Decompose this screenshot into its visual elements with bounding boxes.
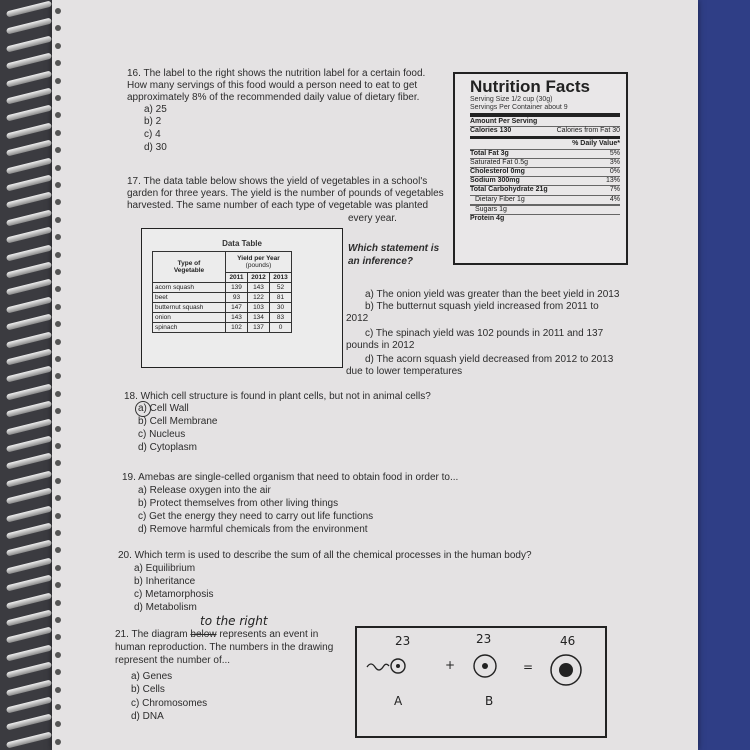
q21-line-3: represent the number of... bbox=[115, 655, 231, 666]
table-row bbox=[153, 303, 292, 313]
vegetable-yield-table bbox=[152, 251, 292, 333]
spiral-coil bbox=[6, 35, 52, 52]
q21-line-1-prefix: 21. The diagram bbox=[115, 629, 191, 640]
spiral-coil bbox=[6, 610, 52, 627]
q17-option-a: a) The onion yield was greater than the beet yield in 2013 bbox=[365, 289, 620, 300]
q17-question-line-1: Which statement is bbox=[348, 243, 440, 254]
spiral-coil bbox=[6, 1, 52, 18]
spiral-coil bbox=[6, 209, 52, 226]
yield-cell: 143 bbox=[248, 283, 270, 293]
yield-cell: 147 bbox=[226, 303, 248, 313]
q17-option-d-cont: due to lower temperatures bbox=[346, 366, 463, 377]
reproduction-diagram bbox=[355, 626, 607, 738]
spiral-coil bbox=[6, 262, 52, 279]
vegetable-name-cell: beet bbox=[153, 293, 226, 303]
spiral-coil bbox=[6, 88, 52, 105]
binding-hole bbox=[55, 478, 61, 484]
spiral-coil bbox=[6, 349, 52, 366]
yield-cell: 134 bbox=[248, 313, 270, 323]
spiral-coil bbox=[6, 644, 52, 661]
nutrient-label: Total Fat 3g bbox=[470, 149, 509, 157]
q17-line-2: garden for three years. The yield is the number of pounds of vegetables bbox=[127, 188, 444, 199]
spiral-coil bbox=[6, 18, 52, 35]
spiral-coil bbox=[6, 505, 52, 522]
spiral-coil bbox=[6, 314, 52, 331]
table-row bbox=[153, 323, 292, 333]
q21-option-a: a) Genes bbox=[131, 671, 173, 682]
col-header-vegetable bbox=[153, 252, 226, 283]
spiral-coil bbox=[6, 244, 52, 261]
data-table-box bbox=[141, 228, 343, 368]
spiral-coil bbox=[6, 679, 52, 696]
nutrient-label: Cholesterol 0mg bbox=[470, 168, 525, 176]
q19-option-d: d) Remove harmful chemicals from the environment bbox=[138, 524, 368, 535]
vegetable-name-cell: acorn squash bbox=[153, 283, 226, 293]
binding-hole bbox=[55, 165, 61, 171]
year-header-2012: 2012 bbox=[248, 273, 270, 283]
yield-cell: 139 bbox=[226, 283, 248, 293]
spiral-coil bbox=[6, 436, 52, 453]
binding-hole bbox=[55, 269, 61, 275]
binding-hole bbox=[55, 513, 61, 519]
binding-hole bbox=[55, 617, 61, 623]
q17-continuation: every year. bbox=[348, 213, 397, 224]
binding-hole bbox=[55, 739, 61, 745]
nutrition-facts-label bbox=[453, 72, 628, 265]
yield-cell: 52 bbox=[270, 283, 292, 293]
thick-divider bbox=[470, 113, 620, 117]
spiral-binding bbox=[0, 0, 60, 750]
amount-per-serving bbox=[470, 118, 620, 126]
spiral-coil bbox=[6, 70, 52, 87]
q16-line-3: approximately 8% of the recommended daily value of dietary fiber. bbox=[127, 92, 420, 103]
binding-hole bbox=[55, 565, 61, 571]
nutrient-daily-value: 13% bbox=[605, 177, 620, 185]
nutrient-label: Sugars 1g bbox=[475, 205, 507, 213]
q18-option-c: c) Nucleus bbox=[138, 429, 186, 440]
spiral-coil bbox=[6, 53, 52, 70]
nutrient-daily-value: 5% bbox=[609, 149, 620, 157]
q16-line-1: 16. The label to the right shows the nutrition label for a certain food. bbox=[127, 68, 426, 79]
q21-option-b: b) Cells bbox=[131, 684, 165, 695]
nutrient-label: Saturated Fat 0.5g bbox=[470, 158, 528, 166]
q16-line-2: How many servings of this food would a person need to eat to get bbox=[127, 80, 418, 91]
q17-question-line-2: an inference? bbox=[348, 256, 414, 267]
binding-hole bbox=[55, 304, 61, 310]
spiral-coil bbox=[6, 627, 52, 644]
binding-hole bbox=[55, 78, 61, 84]
q20-question: 20. Which term is used to describe the sum of all the chemical processes in the human body? bbox=[118, 550, 532, 561]
binding-hole bbox=[55, 339, 61, 345]
vegetable-name-cell: butternut squash bbox=[153, 303, 226, 313]
egg-nucleus bbox=[482, 663, 488, 669]
spiral-coil bbox=[6, 192, 52, 209]
q17-option-b: b) The butternut squash yield increased from 2011 to bbox=[365, 301, 599, 312]
yield-cell: 103 bbox=[248, 303, 270, 313]
spiral-coil bbox=[6, 540, 52, 557]
table-row bbox=[153, 283, 292, 293]
spiral-coil bbox=[6, 488, 52, 505]
q20-option-a: a) Equilibrium bbox=[134, 563, 196, 574]
col-header-yield-line-1: Yield per Year bbox=[237, 255, 280, 262]
binding-hole bbox=[55, 182, 61, 188]
spiral-coil bbox=[6, 453, 52, 470]
yield-cell: 0 bbox=[270, 323, 292, 333]
binding-hole bbox=[55, 443, 61, 449]
table-row bbox=[153, 293, 292, 303]
binding-hole bbox=[55, 356, 61, 362]
nutrient-daily-value: 0% bbox=[609, 168, 620, 176]
nutrient-label: Dietary Fiber 1g bbox=[475, 195, 525, 203]
binding-hole bbox=[55, 426, 61, 432]
yield-cell: 83 bbox=[270, 313, 292, 323]
q21-option-d: d) DNA bbox=[131, 711, 164, 722]
q19-question: 19. Amebas are single-celled organism that need to obtain food in order to... bbox=[122, 472, 459, 483]
calories-text: Calories 130 bbox=[470, 127, 512, 135]
q18-question: 18. Which cell structure is found in plant cells, but not in animal cells? bbox=[124, 391, 431, 402]
yield-cell: 81 bbox=[270, 293, 292, 303]
binding-hole bbox=[55, 130, 61, 136]
servings-per-container: Servings Per Container about 9 bbox=[470, 104, 568, 111]
q17-option-c: c) The spinach yield was 102 pounds in 2011 and 137 bbox=[365, 328, 604, 339]
binding-hole bbox=[55, 8, 61, 14]
q16-option-a: a) 25 bbox=[144, 104, 167, 115]
col-header-vegetable-line-1: Type of bbox=[177, 260, 201, 267]
yield-cell: 122 bbox=[248, 293, 270, 303]
spiral-coil bbox=[6, 418, 52, 435]
q16-option-c: c) 4 bbox=[144, 129, 161, 140]
spiral-coil bbox=[6, 662, 52, 679]
calories-row bbox=[470, 126, 620, 135]
nutrient-daily-value: 7% bbox=[609, 186, 620, 194]
spiral-coil bbox=[6, 383, 52, 400]
data-table-title: Data Table bbox=[222, 239, 262, 248]
binding-hole bbox=[55, 217, 61, 223]
q17-option-c-cont: pounds in 2012 bbox=[346, 340, 415, 351]
q20-option-c: c) Metamorphosis bbox=[134, 589, 214, 600]
calories-from-fat-text: Calories from Fat 30 bbox=[556, 127, 620, 135]
q21-line-2: human reproduction. The numbers in the drawing bbox=[115, 642, 334, 653]
nutrient-daily-value: 3% bbox=[609, 158, 620, 166]
col-header-vegetable-line-2: Vegetable bbox=[173, 267, 205, 274]
medium-divider bbox=[470, 136, 620, 139]
q16-option-d: d) 30 bbox=[144, 142, 167, 153]
nutrition-row bbox=[470, 205, 620, 214]
diagram-label-a: A bbox=[394, 694, 403, 708]
zygote-nucleus bbox=[559, 663, 573, 677]
q19-option-a: a) Release oxygen into the air bbox=[138, 485, 271, 496]
plus-sign: + bbox=[445, 658, 456, 672]
binding-hole bbox=[55, 391, 61, 397]
q18-option-d: d) Cytoplasm bbox=[138, 442, 197, 453]
q21-handwritten-insert: to the right bbox=[200, 614, 268, 628]
col-header-yield-line-2: (pounds) bbox=[245, 262, 272, 269]
binding-hole bbox=[55, 600, 61, 606]
q19-option-b: b) Protect themselves from other living things bbox=[138, 498, 339, 509]
spiral-coil bbox=[6, 575, 52, 592]
yield-cell: 93 bbox=[226, 293, 248, 303]
yield-cell: 102 bbox=[226, 323, 248, 333]
yield-cell: 30 bbox=[270, 303, 292, 313]
q17-option-d: d) The acorn squash yield decreased from 2012 to 2013 bbox=[365, 354, 614, 365]
spiral-coil bbox=[6, 331, 52, 348]
sperm-nucleus bbox=[396, 664, 400, 668]
q18-option-b: b) Cell Membrane bbox=[138, 416, 218, 427]
spiral-coil bbox=[6, 592, 52, 609]
spiral-coil bbox=[6, 731, 52, 748]
nutrition-facts-title: Nutrition Facts bbox=[470, 77, 590, 96]
q20-option-b: b) Inheritance bbox=[134, 576, 196, 587]
binding-hole bbox=[55, 704, 61, 710]
q19-option-c: c) Get the energy they need to carry out life functions bbox=[138, 511, 374, 522]
year-header-2013: 2013 bbox=[270, 273, 292, 283]
nutrient-daily-value: 4% bbox=[609, 195, 620, 203]
nutrition-row bbox=[470, 158, 620, 167]
nutrition-row bbox=[470, 176, 620, 185]
spiral-coil bbox=[6, 296, 52, 313]
table-row bbox=[153, 313, 292, 323]
sperm-tail bbox=[367, 664, 389, 670]
q17-option-b-cont: 2012 bbox=[346, 313, 369, 324]
q21-line-1 bbox=[115, 629, 318, 642]
col-header-yield bbox=[226, 252, 292, 273]
binding-hole bbox=[55, 652, 61, 658]
binding-hole bbox=[55, 530, 61, 536]
spiral-coil bbox=[6, 175, 52, 192]
binding-hole bbox=[55, 252, 61, 258]
q17-line-1: 17. The data table below shows the yield of vegetables in a school's bbox=[127, 176, 428, 187]
spiral-coil bbox=[6, 157, 52, 174]
binding-hole bbox=[55, 95, 61, 101]
nutrient-label: Total Carbohydrate 21g bbox=[470, 186, 548, 194]
diagram-number-b: 23 bbox=[476, 632, 492, 646]
nutrient-label: Protein 4g bbox=[470, 215, 505, 223]
q21-line-1-suffix: represents an event in bbox=[216, 629, 319, 640]
spiral-coil bbox=[6, 227, 52, 244]
q18-answer-circle bbox=[135, 401, 151, 417]
diagram-drawing bbox=[357, 628, 605, 736]
diagram-number-c: 46 bbox=[560, 634, 576, 648]
equals-sign: = bbox=[523, 660, 534, 674]
q17-line-3: harvested. The same number of each type of vegetable was planted bbox=[127, 200, 429, 211]
spiral-coil bbox=[6, 557, 52, 574]
nutrition-row bbox=[470, 167, 620, 176]
q21-option-c: c) Chromosomes bbox=[131, 698, 208, 709]
vegetable-name-cell: onion bbox=[153, 313, 226, 323]
spiral-coil bbox=[6, 105, 52, 122]
diagram-label-b: B bbox=[485, 694, 494, 708]
daily-value-header-text: % Daily Value* bbox=[572, 140, 620, 148]
diagram-number-a: 23 bbox=[395, 634, 411, 648]
q21-struck-word: below bbox=[190, 629, 217, 640]
binding-hole bbox=[55, 43, 61, 49]
q16-option-b: b) 2 bbox=[144, 116, 162, 127]
spiral-coil bbox=[6, 366, 52, 383]
spiral-coil bbox=[6, 140, 52, 157]
nutrition-row bbox=[470, 195, 620, 205]
daily-value-header bbox=[470, 140, 620, 148]
year-header-2011: 2011 bbox=[226, 273, 248, 283]
amount-per-serving-text: Amount Per Serving bbox=[470, 118, 538, 125]
vegetable-name-cell: spinach bbox=[153, 323, 226, 333]
nutrition-rows bbox=[470, 149, 620, 224]
serving-size: Serving Size 1/2 cup (30g) bbox=[470, 96, 553, 103]
q18-option-a: a) Cell Wall bbox=[138, 403, 189, 414]
spiral-coil bbox=[6, 470, 52, 487]
nutrition-row bbox=[470, 149, 620, 158]
spiral-coil bbox=[6, 697, 52, 714]
nutrition-row bbox=[470, 185, 620, 194]
spiral-coil bbox=[6, 714, 52, 731]
yield-cell: 143 bbox=[226, 313, 248, 323]
binding-hole bbox=[55, 687, 61, 693]
nutrition-row bbox=[470, 214, 620, 223]
yield-cell: 137 bbox=[248, 323, 270, 333]
spiral-coil bbox=[6, 401, 52, 418]
spiral-coil bbox=[6, 523, 52, 540]
q20-option-d: d) Metabolism bbox=[134, 602, 197, 613]
spiral-coil bbox=[6, 279, 52, 296]
nutrient-label: Sodium 300mg bbox=[470, 177, 520, 185]
spiral-coil bbox=[6, 122, 52, 139]
